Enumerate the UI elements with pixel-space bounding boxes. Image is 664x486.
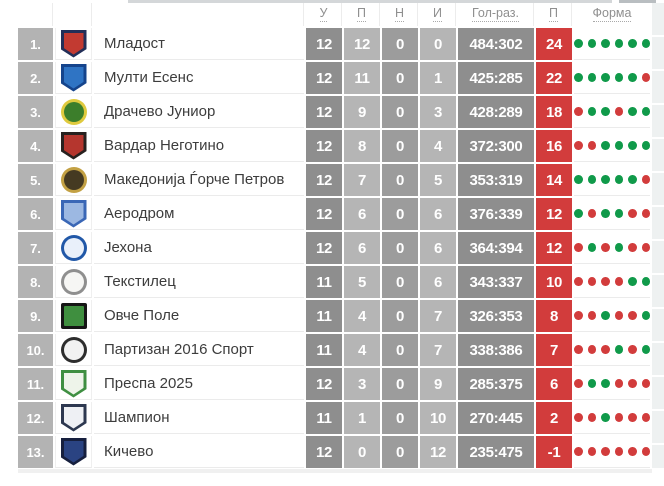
form-cell: [574, 62, 650, 94]
standings-header-row: [18, 3, 650, 26]
team-logo-icon: [61, 303, 87, 329]
header-form: [574, 3, 650, 26]
played-cell: 12: [306, 368, 342, 400]
header-losses: [420, 3, 456, 26]
form-win-dot: [642, 311, 651, 320]
goal-diff-cell: 376:339: [458, 198, 534, 230]
form-loss-dot: [615, 447, 624, 456]
table-row[interactable]: [18, 266, 650, 298]
clipped-next-column: [652, 3, 664, 468]
form-win-dot: [601, 413, 610, 422]
form-loss-dot: [628, 345, 637, 354]
table-row[interactable]: [18, 96, 650, 128]
team-logo: [55, 334, 92, 366]
losses-cell: 5: [420, 164, 456, 196]
team-name[interactable]: Вардар Неготино: [94, 130, 304, 162]
wins-cell: 11: [344, 62, 380, 94]
table-row[interactable]: [18, 164, 650, 196]
form-win-dot: [615, 39, 624, 48]
team-name[interactable]: Мулти Есенс: [94, 62, 304, 94]
standings-body: [18, 28, 650, 468]
form-loss-dot: [574, 243, 583, 252]
form-loss-dot: [588, 141, 597, 150]
form-loss-dot: [628, 243, 637, 252]
form-loss-dot: [628, 209, 637, 218]
losses-cell: 12: [420, 436, 456, 468]
losses-cell: 7: [420, 334, 456, 366]
played-cell: 12: [306, 436, 342, 468]
played-cell: 11: [306, 266, 342, 298]
wins-cell: 6: [344, 198, 380, 230]
form-cell: [574, 164, 650, 196]
wins-cell: 6: [344, 232, 380, 264]
goal-diff-cell: 425:285: [458, 62, 534, 94]
rank-cell: 9.: [18, 300, 53, 332]
team-logo: [55, 232, 92, 264]
table-row[interactable]: [18, 130, 650, 162]
table-row[interactable]: [18, 198, 650, 230]
form-win-dot: [628, 277, 637, 286]
points-cell: 14: [536, 164, 572, 196]
points-cell: 6: [536, 368, 572, 400]
header-played: [306, 3, 342, 26]
goal-diff-cell: 338:386: [458, 334, 534, 366]
table-row[interactable]: [18, 300, 650, 332]
team-logo-icon: [61, 132, 87, 160]
header-logo-cell: [55, 3, 92, 26]
rank-cell: 7.: [18, 232, 53, 264]
losses-cell: 0: [420, 28, 456, 60]
form-cell: [574, 232, 650, 264]
goal-diff-cell: 235:475: [458, 436, 534, 468]
form-loss-dot: [615, 277, 624, 286]
form-loss-dot: [588, 311, 597, 320]
draws-cell: 0: [382, 368, 418, 400]
team-logo: [55, 96, 92, 128]
points-cell: 10: [536, 266, 572, 298]
team-logo: [55, 402, 92, 434]
team-name[interactable]: Македонија Ѓорче Петров: [94, 164, 304, 196]
form-loss-dot: [628, 413, 637, 422]
draws-cell: 0: [382, 164, 418, 196]
goal-diff-cell: 484:302: [458, 28, 534, 60]
played-cell: 11: [306, 402, 342, 434]
form-win-dot: [642, 39, 651, 48]
rank-cell: 8.: [18, 266, 53, 298]
team-name[interactable]: Преспа 2025: [94, 368, 304, 400]
rank-cell: 4.: [18, 130, 53, 162]
goal-diff-cell: 353:319: [458, 164, 534, 196]
points-cell: 8: [536, 300, 572, 332]
form-cell: [574, 130, 650, 162]
form-win-dot: [601, 107, 610, 116]
played-cell: 12: [306, 62, 342, 94]
team-logo-icon: [61, 370, 87, 398]
team-logo-icon: [61, 167, 87, 193]
points-cell: -1: [536, 436, 572, 468]
draws-cell: 0: [382, 232, 418, 264]
header-wins: [344, 3, 380, 26]
table-row[interactable]: [18, 368, 650, 400]
form-win-dot: [615, 243, 624, 252]
played-cell: 12: [306, 28, 342, 60]
draws-cell: 0: [382, 436, 418, 468]
played-cell: 11: [306, 300, 342, 332]
form-loss-dot: [601, 447, 610, 456]
form-win-dot: [615, 73, 624, 82]
form-loss-dot: [574, 141, 583, 150]
team-logo: [55, 62, 92, 94]
form-win-dot: [601, 141, 610, 150]
wins-cell: 12: [344, 28, 380, 60]
team-logo: [55, 436, 92, 468]
form-cell: [574, 402, 650, 434]
wins-cell: 5: [344, 266, 380, 298]
team-logo-icon: [61, 30, 87, 58]
form-win-dot: [615, 209, 624, 218]
form-win-dot: [588, 73, 597, 82]
form-win-dot: [601, 39, 610, 48]
points-cell: 22: [536, 62, 572, 94]
wins-cell: 9: [344, 96, 380, 128]
form-win-dot: [588, 39, 597, 48]
form-win-dot: [601, 209, 610, 218]
form-cell: [574, 436, 650, 468]
form-loss-dot: [628, 447, 637, 456]
header-goal-diff-label[interactable]: Гол-раз.: [472, 7, 519, 23]
draws-cell: 0: [382, 62, 418, 94]
form-win-dot: [601, 73, 610, 82]
form-win-dot: [628, 107, 637, 116]
form-win-dot: [588, 243, 597, 252]
rank-cell: 13.: [18, 436, 53, 468]
rank-cell: 12.: [18, 402, 53, 434]
team-name[interactable]: Аеродром: [94, 198, 304, 230]
form-win-dot: [574, 73, 583, 82]
form-loss-dot: [574, 277, 583, 286]
standings-table: [18, 3, 650, 468]
draws-cell: 0: [382, 28, 418, 60]
form-win-dot: [574, 39, 583, 48]
table-row[interactable]: [18, 436, 650, 468]
table-row[interactable]: [18, 28, 650, 60]
header-rank-cell: [18, 3, 53, 26]
team-logo-icon: [61, 337, 87, 363]
form-loss-dot: [615, 107, 624, 116]
goal-diff-cell: 270:445: [458, 402, 534, 434]
header-goal-diff: [458, 3, 534, 26]
losses-cell: 4: [420, 130, 456, 162]
team-logo-icon: [61, 64, 87, 92]
header-wins-label[interactable]: П: [357, 7, 366, 23]
goal-diff-cell: 364:394: [458, 232, 534, 264]
team-logo-icon: [61, 404, 87, 432]
form-loss-dot: [615, 413, 624, 422]
form-loss-dot: [574, 107, 583, 116]
team-logo-icon: [61, 99, 87, 125]
header-losses-label[interactable]: И: [433, 7, 442, 23]
team-name[interactable]: Партизан 2016 Спорт: [94, 334, 304, 366]
form-loss-dot: [601, 277, 610, 286]
form-win-dot: [642, 107, 651, 116]
form-win-dot: [588, 107, 597, 116]
form-loss-dot: [628, 311, 637, 320]
played-cell: 12: [306, 96, 342, 128]
form-loss-dot: [642, 413, 651, 422]
form-loss-dot: [615, 311, 624, 320]
goal-diff-cell: 428:289: [458, 96, 534, 128]
draws-cell: 0: [382, 300, 418, 332]
table-row[interactable]: [18, 334, 650, 366]
points-cell: 2: [536, 402, 572, 434]
form-loss-dot: [574, 413, 583, 422]
wins-cell: 4: [344, 334, 380, 366]
header-draws-label[interactable]: Н: [395, 7, 404, 23]
team-logo: [55, 300, 92, 332]
table-row[interactable]: [18, 402, 650, 434]
team-logo: [55, 198, 92, 230]
form-loss-dot: [574, 447, 583, 456]
team-name[interactable]: Шампион: [94, 402, 304, 434]
table-row[interactable]: [18, 232, 650, 264]
losses-cell: 7: [420, 300, 456, 332]
form-loss-dot: [642, 175, 651, 184]
wins-cell: 4: [344, 300, 380, 332]
rank-cell: 3.: [18, 96, 53, 128]
form-cell: [574, 368, 650, 400]
team-name[interactable]: Овче Поле: [94, 300, 304, 332]
points-cell: 12: [536, 232, 572, 264]
played-cell: 12: [306, 198, 342, 230]
form-win-dot: [601, 311, 610, 320]
team-logo-icon: [61, 438, 87, 466]
goal-diff-cell: 285:375: [458, 368, 534, 400]
form-loss-dot: [642, 243, 651, 252]
form-win-dot: [628, 141, 637, 150]
form-loss-dot: [628, 379, 637, 388]
form-loss-dot: [642, 379, 651, 388]
goal-diff-cell: 326:353: [458, 300, 534, 332]
played-cell: 12: [306, 164, 342, 196]
team-logo-icon: [61, 269, 87, 295]
points-cell: 16: [536, 130, 572, 162]
losses-cell: 1: [420, 62, 456, 94]
draws-cell: 0: [382, 130, 418, 162]
goal-diff-cell: 372:300: [458, 130, 534, 162]
form-win-dot: [615, 141, 624, 150]
form-win-dot: [628, 73, 637, 82]
goal-diff-cell: 343:337: [458, 266, 534, 298]
team-logo: [55, 164, 92, 196]
form-win-dot: [574, 209, 583, 218]
form-cell: [574, 266, 650, 298]
form-loss-dot: [574, 379, 583, 388]
header-points: [536, 3, 572, 26]
rank-cell: 5.: [18, 164, 53, 196]
rank-cell: 11.: [18, 368, 53, 400]
form-loss-dot: [588, 209, 597, 218]
form-cell: [574, 198, 650, 230]
header-played-label[interactable]: У: [320, 7, 328, 23]
team-logo: [55, 28, 92, 60]
wins-cell: 7: [344, 164, 380, 196]
form-win-dot: [642, 277, 651, 286]
form-loss-dot: [574, 311, 583, 320]
form-loss-dot: [588, 447, 597, 456]
form-win-dot: [615, 345, 624, 354]
header-points-label[interactable]: П: [549, 7, 558, 23]
form-loss-dot: [601, 243, 610, 252]
form-win-dot: [628, 175, 637, 184]
points-cell: 7: [536, 334, 572, 366]
table-bottom-shadow: [18, 469, 652, 473]
losses-cell: 3: [420, 96, 456, 128]
form-cell: [574, 28, 650, 60]
form-win-dot: [628, 39, 637, 48]
rank-cell: 10.: [18, 334, 53, 366]
team-name[interactable]: Младост: [94, 28, 304, 60]
form-win-dot: [615, 175, 624, 184]
form-cell: [574, 300, 650, 332]
form-win-dot: [642, 345, 651, 354]
played-cell: 11: [306, 334, 342, 366]
team-name[interactable]: Текстилец: [94, 266, 304, 298]
points-cell: 24: [536, 28, 572, 60]
header-draws: [382, 3, 418, 26]
draws-cell: 0: [382, 198, 418, 230]
team-name[interactable]: Јехона: [94, 232, 304, 264]
form-win-dot: [574, 175, 583, 184]
form-loss-dot: [588, 345, 597, 354]
rank-cell: 1.: [18, 28, 53, 60]
wins-cell: 0: [344, 436, 380, 468]
draws-cell: 0: [382, 334, 418, 366]
team-name[interactable]: Драчево Јуниор: [94, 96, 304, 128]
form-win-dot: [601, 379, 610, 388]
form-cell: [574, 334, 650, 366]
rank-cell: 2.: [18, 62, 53, 94]
points-cell: 18: [536, 96, 572, 128]
team-logo: [55, 368, 92, 400]
rank-cell: 6.: [18, 198, 53, 230]
losses-cell: 6: [420, 198, 456, 230]
draws-cell: 0: [382, 402, 418, 434]
losses-cell: 6: [420, 232, 456, 264]
draws-cell: 0: [382, 266, 418, 298]
played-cell: 12: [306, 130, 342, 162]
form-cell: [574, 96, 650, 128]
form-loss-dot: [588, 413, 597, 422]
header-form-label[interactable]: Форма: [593, 7, 632, 23]
wins-cell: 8: [344, 130, 380, 162]
form-win-dot: [601, 175, 610, 184]
team-logo: [55, 266, 92, 298]
form-loss-dot: [574, 345, 583, 354]
table-row[interactable]: [18, 62, 650, 94]
points-cell: 12: [536, 198, 572, 230]
team-logo-icon: [61, 235, 87, 261]
form-win-dot: [588, 379, 597, 388]
form-win-dot: [588, 175, 597, 184]
team-name[interactable]: Кичево: [94, 436, 304, 468]
form-win-dot: [642, 141, 651, 150]
losses-cell: 6: [420, 266, 456, 298]
losses-cell: 10: [420, 402, 456, 434]
form-loss-dot: [601, 345, 610, 354]
team-logo-icon: [61, 200, 87, 228]
form-loss-dot: [642, 209, 651, 218]
wins-cell: 3: [344, 368, 380, 400]
played-cell: 12: [306, 232, 342, 264]
form-loss-dot: [615, 379, 624, 388]
header-team-cell: [94, 3, 304, 26]
draws-cell: 0: [382, 96, 418, 128]
form-loss-dot: [588, 277, 597, 286]
team-logo: [55, 130, 92, 162]
losses-cell: 9: [420, 368, 456, 400]
form-loss-dot: [642, 447, 651, 456]
form-loss-dot: [642, 73, 651, 82]
wins-cell: 1: [344, 402, 380, 434]
